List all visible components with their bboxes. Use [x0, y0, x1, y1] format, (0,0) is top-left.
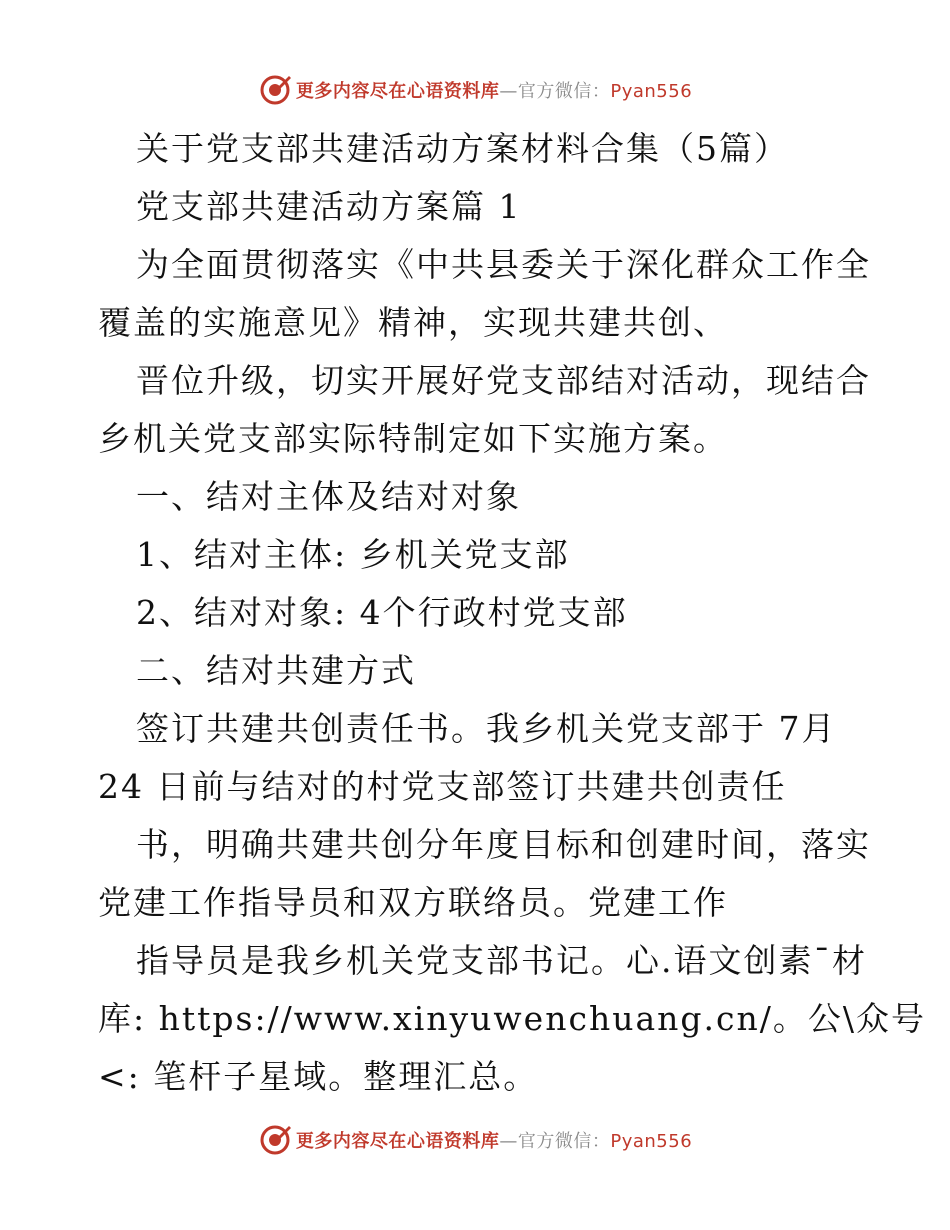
paragraph-line: 24 日前与结对的村党支部签订共建共创责任	[98, 767, 787, 806]
section-heading: 二、结对共建方式	[136, 651, 416, 690]
paragraph-line: 库: https://www.xinyuwenchuang.cn/。公\众号	[98, 999, 926, 1038]
footer-banner	[0, 1120, 950, 1160]
banner-brand: 更多内容尽在心语资料库	[295, 1131, 500, 1152]
paragraph-line: 覆盖的实施意见》精神，实现共建共创、	[98, 303, 728, 342]
section-heading: 一、结对主体及结对对象	[136, 477, 521, 516]
banner-handle: Pyan556	[610, 81, 693, 102]
header-banner	[0, 70, 950, 110]
paragraph-line: <: 笔杆子星域。整理汇总。	[98, 1057, 539, 1096]
paragraph-line: 晋位升级，切实开展好党支部结对活动，现结合	[136, 361, 871, 400]
section-heading: 党支部共建活动方案篇 1	[136, 187, 522, 226]
pen-circle-logo-icon	[258, 1123, 292, 1157]
paragraph-line: 指导员是我乡机关党支部书记。心.语文创素¯材	[136, 941, 867, 980]
banner-wechat-label: 官方微信：	[517, 1131, 611, 1152]
list-item: 1、结对主体: 乡机关党支部	[136, 535, 570, 574]
list-item: 2、结对对象: 4个行政村党支部	[136, 593, 628, 632]
document-body	[98, 120, 926, 1106]
document-title: 关于党支部共建活动方案材料合集（5篇）	[136, 129, 789, 168]
paragraph-line: 乡机关党支部实际特制定如下实施方案。	[98, 419, 728, 458]
paragraph-line: 书，明确共建共创分年度目标和创建时间，落实	[136, 825, 871, 864]
paragraph-line: 签订共建共创责任书。我乡机关党支部于 7月	[136, 709, 837, 748]
paragraph-line: 党建工作指导员和双方联络员。党建工作	[98, 883, 728, 922]
pen-circle-logo-icon	[258, 73, 292, 107]
banner-dash: —	[499, 81, 518, 102]
banner-text	[296, 77, 692, 103]
banner-text	[296, 1127, 692, 1153]
banner-handle: Pyan556	[610, 1131, 693, 1152]
paragraph-line: 为全面贯彻落实《中共县委关于深化群众工作全	[136, 245, 871, 284]
banner-wechat-label: 官方微信：	[517, 81, 611, 102]
banner-brand: 更多内容尽在心语资料库	[295, 81, 500, 102]
banner-dash: —	[499, 1131, 518, 1152]
